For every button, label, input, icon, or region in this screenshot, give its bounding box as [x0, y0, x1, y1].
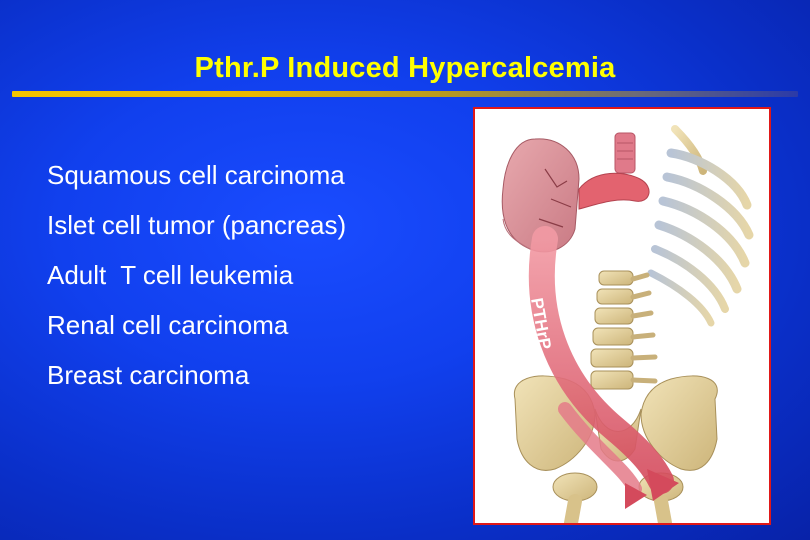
spine-icon [591, 271, 655, 389]
anatomy-illustration [473, 107, 771, 525]
lung-icon [502, 133, 649, 252]
anatomy-svg [475, 109, 769, 523]
pelvis-icon [514, 376, 717, 523]
bullet-item: Breast carcinoma [47, 360, 250, 390]
bullet-item: Islet cell tumor (pancreas) [47, 210, 347, 240]
bullet-item: Adult T cell leukemia [47, 260, 294, 290]
slide-title: Pthr.P Induced Hypercalcemia [194, 52, 616, 84]
bullet-item: Squamous cell carcinoma [47, 160, 345, 190]
bullet-list [47, 150, 346, 400]
bullet-item: Renal cell carcinoma [47, 310, 289, 340]
pthrp-label: PTHrP [527, 296, 555, 351]
ribcage-icon [651, 129, 749, 323]
title-underline [12, 91, 798, 97]
